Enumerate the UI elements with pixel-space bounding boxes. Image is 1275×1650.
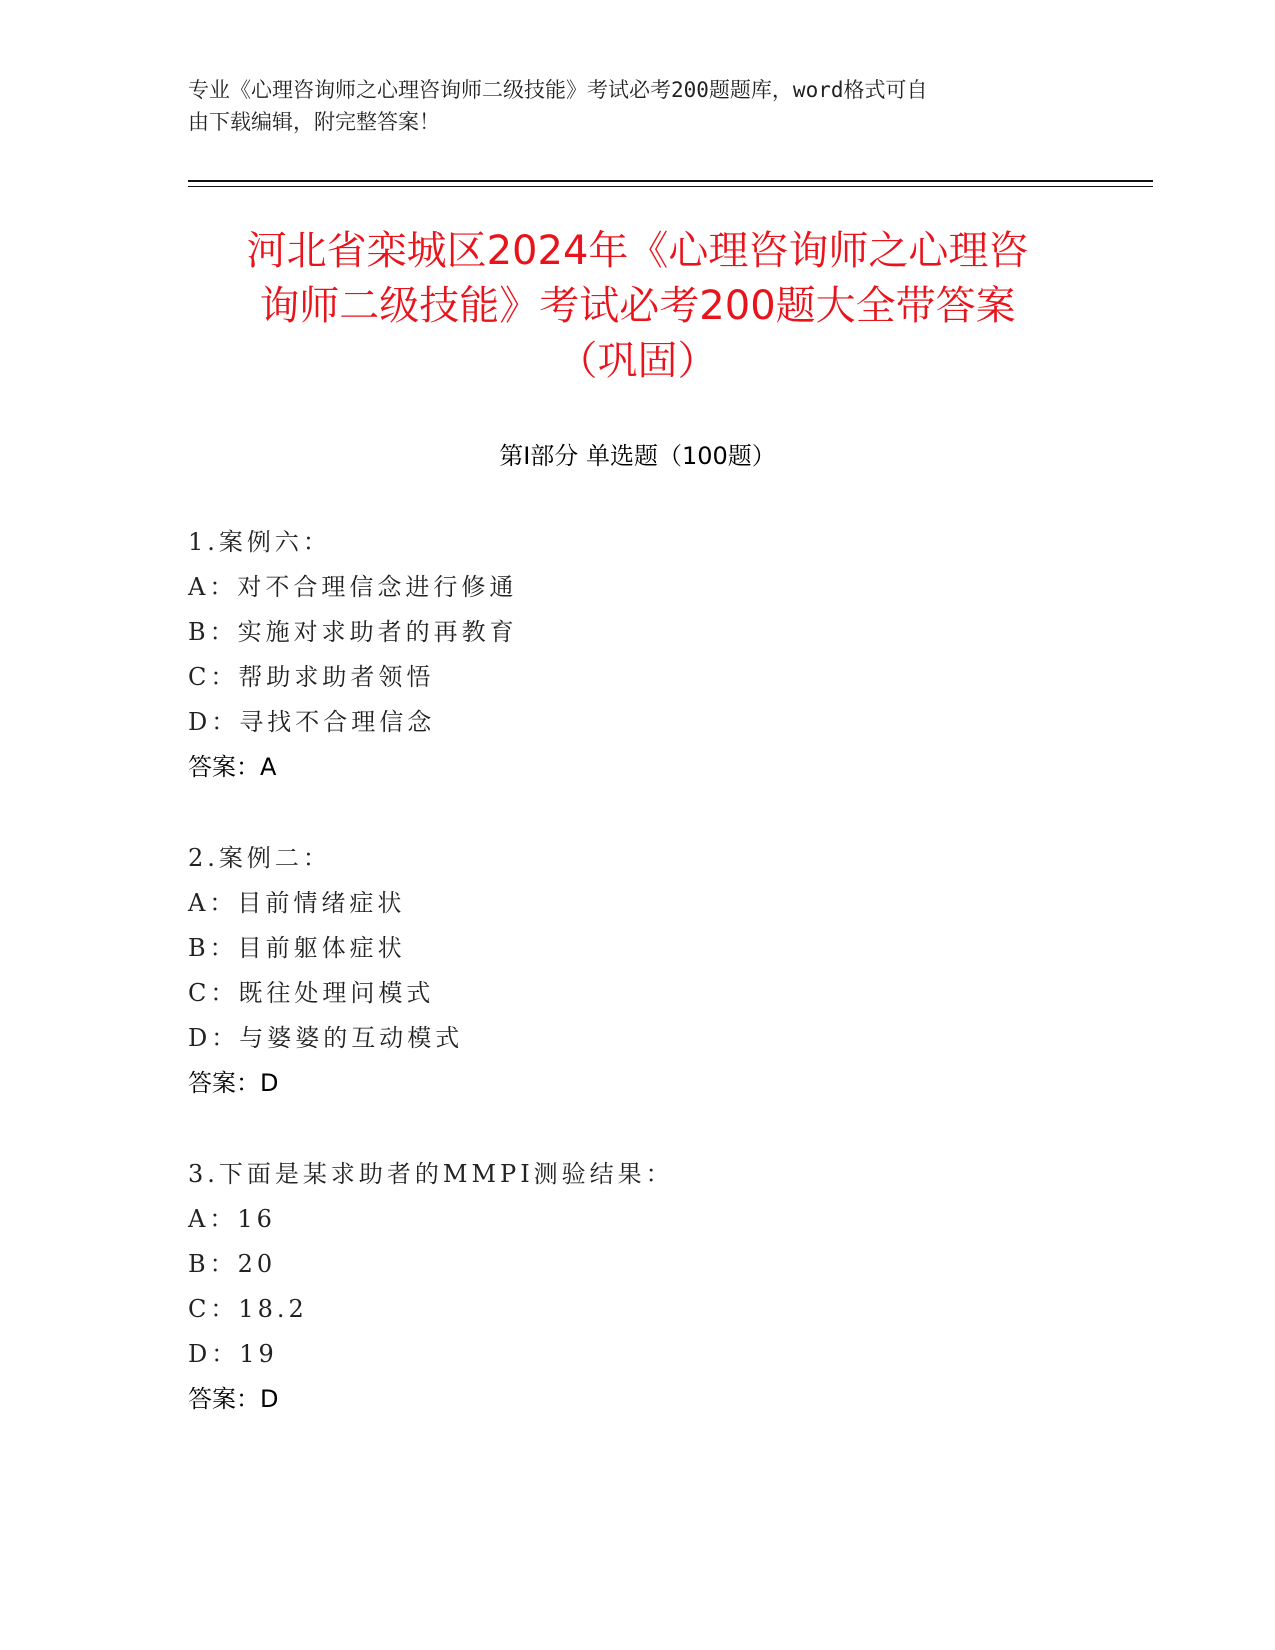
question-3 (188, 1152, 1088, 1422)
answer-label: 答案：D (188, 1385, 279, 1413)
option-b: B：20 (188, 1250, 277, 1278)
intro-line-2: 由下载编辑，附完整答案！ (188, 110, 440, 134)
document-title (150, 224, 1125, 389)
intro-text (188, 74, 1068, 138)
option-a: A：16 (188, 1205, 276, 1233)
option-b: B：目前躯体症状 (188, 934, 406, 962)
option-b: B：实施对求助者的再教育 (188, 618, 518, 646)
option-a: A：对不合理信念进行修通 (188, 573, 518, 601)
section-heading: 第Ⅰ部分 单选题（100题） (499, 442, 776, 470)
question-2 (188, 836, 1088, 1106)
title-line-3: （巩固） (557, 338, 718, 384)
intro-line-1: 专业《心理咨询师之心理咨询师二级技能》考试必考200题题库，word格式可自 (188, 78, 928, 102)
option-c: C：18.2 (188, 1295, 308, 1323)
question-stem: 1.案例六： (188, 528, 331, 556)
option-c: C：既往处理问模式 (188, 979, 435, 1007)
option-c: C：帮助求助者领悟 (188, 663, 435, 691)
option-d: D：19 (188, 1340, 278, 1368)
question-1 (188, 520, 1088, 790)
header-divider-thick (188, 180, 1153, 182)
answer-label: 答案：A (188, 753, 277, 781)
option-d: D：寻找不合理信念 (188, 708, 436, 736)
question-stem: 2.案例二： (188, 844, 331, 872)
answer-label: 答案：D (188, 1069, 279, 1097)
question-stem: 3.下面是某求助者的MMPI测验结果： (188, 1160, 674, 1188)
option-a: A：目前情绪症状 (188, 889, 406, 917)
title-line-2: 询师二级技能》考试必考200题大全带答案 (259, 283, 1016, 329)
title-line-1: 河北省栾城区2024年《心理咨询师之心理咨 (246, 228, 1029, 274)
header-divider-thin (188, 186, 1153, 187)
option-d: D：与婆婆的互动模式 (188, 1024, 464, 1052)
